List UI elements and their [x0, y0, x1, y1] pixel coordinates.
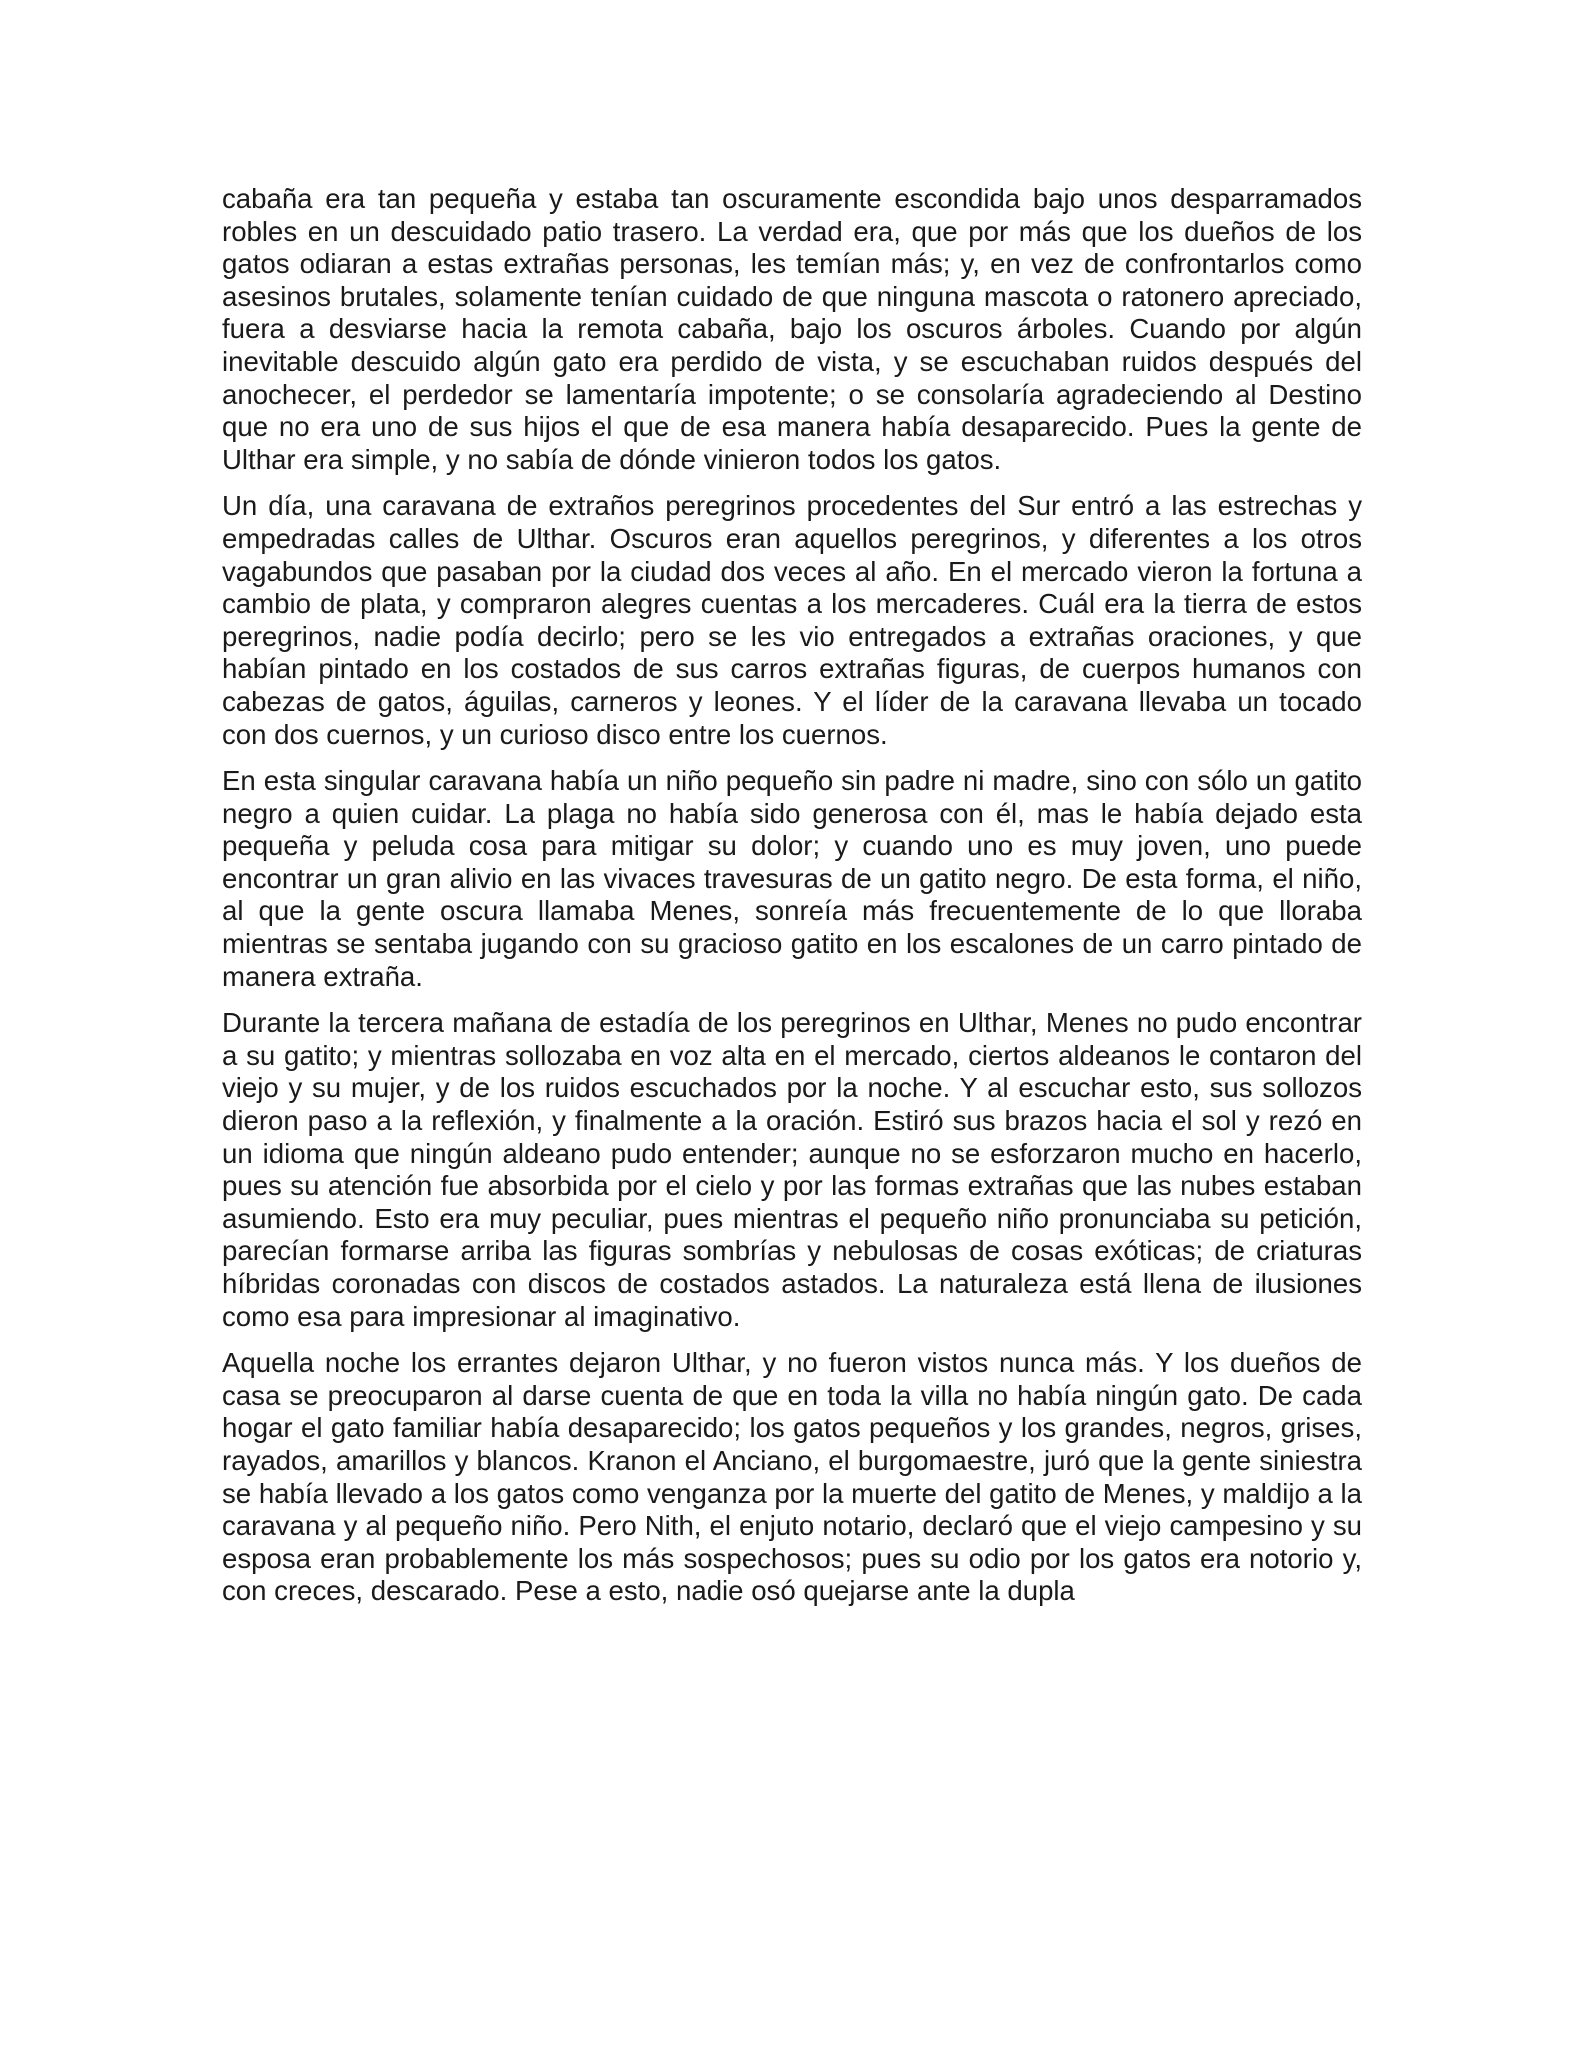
paragraph-4: Durante la tercera mañana de estadía de los peregrinos en Ulthar, Menes no pudo encontrar a su gatito; y mientras sollozaba en voz alta en el mercado, ciertos aldeanos le contaron del viejo y su mujer, y de los ruidos escuchados por la noche. Y al escuchar esto, sus sollozos dieron paso a la reflexión, y finalmente a la oración. Estiró sus brazos hacia el sol y rezó en un idioma que ningún aldeano pudo entender; aunque no se esforzaron mucho en hacerlo, pues su atención fue absorbida por el cielo y por las formas extrañas que las nubes estaban asumiendo. Esto era muy peculiar, pues mientras el pequeño niño pronunciaba su petición, parecían formarse arriba las figuras sombrías y nebulosas de cosas exóticas; de criaturas híbridas coronadas con discos de costados astados. La naturaleza está llena de ilusiones como esa para impresionar al imaginativo.: [222, 1007, 1362, 1332]
paragraph-3: En esta singular caravana había un niño pequeño sin padre ni madre, sino con sólo un gatito negro a quien cuidar. La plaga no había sido generosa con él, mas le había dejado esta pequeña y peluda cosa para mitigar su dolor; y cuando uno es muy joven, uno puede encontrar un gran alivio en las vivaces travesuras de un gatito negro. De esta forma, el niño, al que la gente oscura llamaba Menes, sonreía más frecuentemente de lo que lloraba mientras se sentaba jugando con su gracioso gatito en los escalones de un carro pintado de manera extraña.: [222, 765, 1362, 992]
paragraph-1: cabaña era tan pequeña y estaba tan oscuramente escondida bajo unos desparramados robles en un descuidado patio trasero. La verdad era, que por más que los dueños de los gatos odiaran a estas extrañas personas, les temían más; y, en vez de confrontarlos como asesinos brutales, solamente tenían cuidado de que ninguna mascota o ratonero apreciado, fuera a desviarse hacia la remota cabaña, bajo los oscuros árboles. Cuando por algún inevitable descuido algún gato era perdido de vista, y se escuchaban ruidos después del anochecer, el perdedor se lamentaría impotente; o se consolaría agradeciendo al Destino que no era uno de sus hijos el que de esa manera había desaparecido. Pues la gente de Ulthar era simple, y no sabía de dónde vinieron todos los gatos.: [222, 183, 1362, 475]
paragraph-5: Aquella noche los errantes dejaron Ulthar, y no fueron vistos nunca más. Y los dueños de casa se preocuparon al darse cuenta de que en toda la villa no había ningún gato. De cada hogar el gato familiar había desaparecido; los gatos pequeños y los grandes, negros, grises, rayados, amarillos y blancos. Kranon el Anciano, el burgomaestre, juró que la gente siniestra se había llevado a los gatos como venganza por la muerte del gatito de Menes, y maldijo a la caravana y al pequeño niño. Pero Nith, el enjuto notario, declaró que el viejo campesino y su esposa eran probablemente los más sospechosos; pues su odio por los gatos era notorio y, con creces, descarado. Pese a esto, nadie osó quejarse ante la dupla: [222, 1347, 1362, 1607]
paragraph-2: Un día, una caravana de extraños peregrinos procedentes del Sur entró a las estrechas y empedradas calles de Ulthar. Oscuros eran aquellos peregrinos, y diferentes a los otros vagabundos que pasaban por la ciudad dos veces al año. En el mercado vieron la fortuna a cambio de plata, y compraron alegres cuentas a los mercaderes. Cuál era la tierra de estos peregrinos, nadie podía decirlo; pero se les vio entregados a extrañas oraciones, y que habían pintado en los costados de sus carros extrañas figuras, de cuerpos humanos con cabezas de gatos, águilas, carneros y leones. Y el líder de la caravana llevaba un tocado con dos cuernos, y un curioso disco entre los cuernos.: [222, 490, 1362, 750]
document-body: [222, 183, 1362, 1622]
